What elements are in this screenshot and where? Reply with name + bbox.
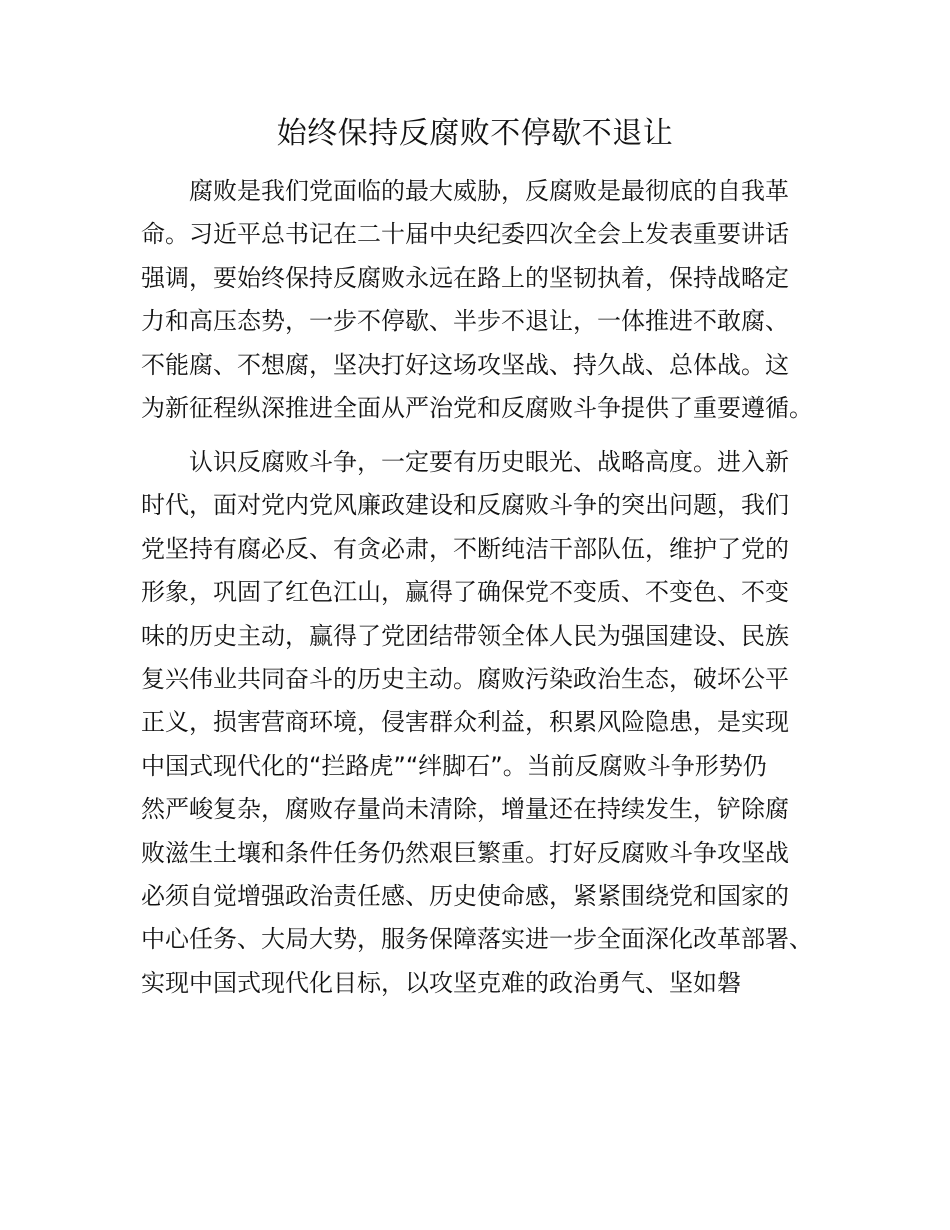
paragraph-line: 实现中国式现代化目标，以攻坚克难的政治勇气、坚如磐 xyxy=(141,968,741,997)
paragraph-line: 中心任务、大局大势，服务保障落实进一步全面深化改革部署、 xyxy=(141,925,813,954)
paragraph-line: 不能腐、不想腐，坚决打好这场攻坚战、持久战、总体战。这 xyxy=(141,350,789,379)
paragraph-line: 中国式现代化的“拦路虎”“绊脚石”。当前反腐败斗争形势仍 xyxy=(141,751,767,780)
paragraph-line: 力和高压态势，一步不停歇、半步不退让，一体推进不敢腐、 xyxy=(141,307,789,336)
paragraph-line: 形象，巩固了红色江山，赢得了确保党不变质、不变色、不变 xyxy=(141,578,789,607)
paragraph-line: 党坚持有腐必反、有贪必肃，不断纯洁干部队伍，维护了党的 xyxy=(141,534,789,563)
paragraph-line: 复兴伟业共同奋斗的历史主动。腐败污染政治生态，破坏公平 xyxy=(141,664,789,693)
paragraph-line: 必须自觉增强政治责任感、历史使命感，紧紧围绕党和国家的 xyxy=(141,881,789,910)
paragraph-line: 时代，面对党内党风廉政建设和反腐败斗争的突出问题，我们 xyxy=(141,491,789,520)
document-title: 始终保持反腐败不停歇不退让 xyxy=(276,116,674,151)
paragraph-line: 然严峻复杂，腐败存量尚未清除，增量还在持续发生，铲除腐 xyxy=(141,795,789,824)
paragraph-line: 强调，要始终保持反腐败永远在路上的坚韧执着，保持战略定 xyxy=(141,263,789,292)
paragraph-line: 正义，损害营商环境，侵害群众利益，积累风险隐患，是实现 xyxy=(141,708,789,737)
paragraph-line: 命。习近平总书记在二十届中央纪委四次全会上发表重要讲话 xyxy=(141,220,789,249)
paragraph-line: 为新征程纵深推进全面从严治党和反腐败斗争提供了重要遵循。 xyxy=(141,393,813,422)
paragraph-line: 认识反腐败斗争，一定要有历史眼光、战略高度。进入新 xyxy=(189,448,789,476)
paragraph-line: 败滋生土壤和条件任务仍然艰巨繁重。打好反腐败斗争攻坚战 xyxy=(141,838,789,867)
paragraph-1 xyxy=(141,170,831,430)
paragraph-2 xyxy=(141,441,831,1005)
paragraph-line: 腐败是我们党面临的最大威胁，反腐败是最彻底的自我革 xyxy=(189,177,789,205)
paragraph-line: 味的历史主动，赢得了党团结带领全体人民为强国建设、民族 xyxy=(141,621,789,650)
